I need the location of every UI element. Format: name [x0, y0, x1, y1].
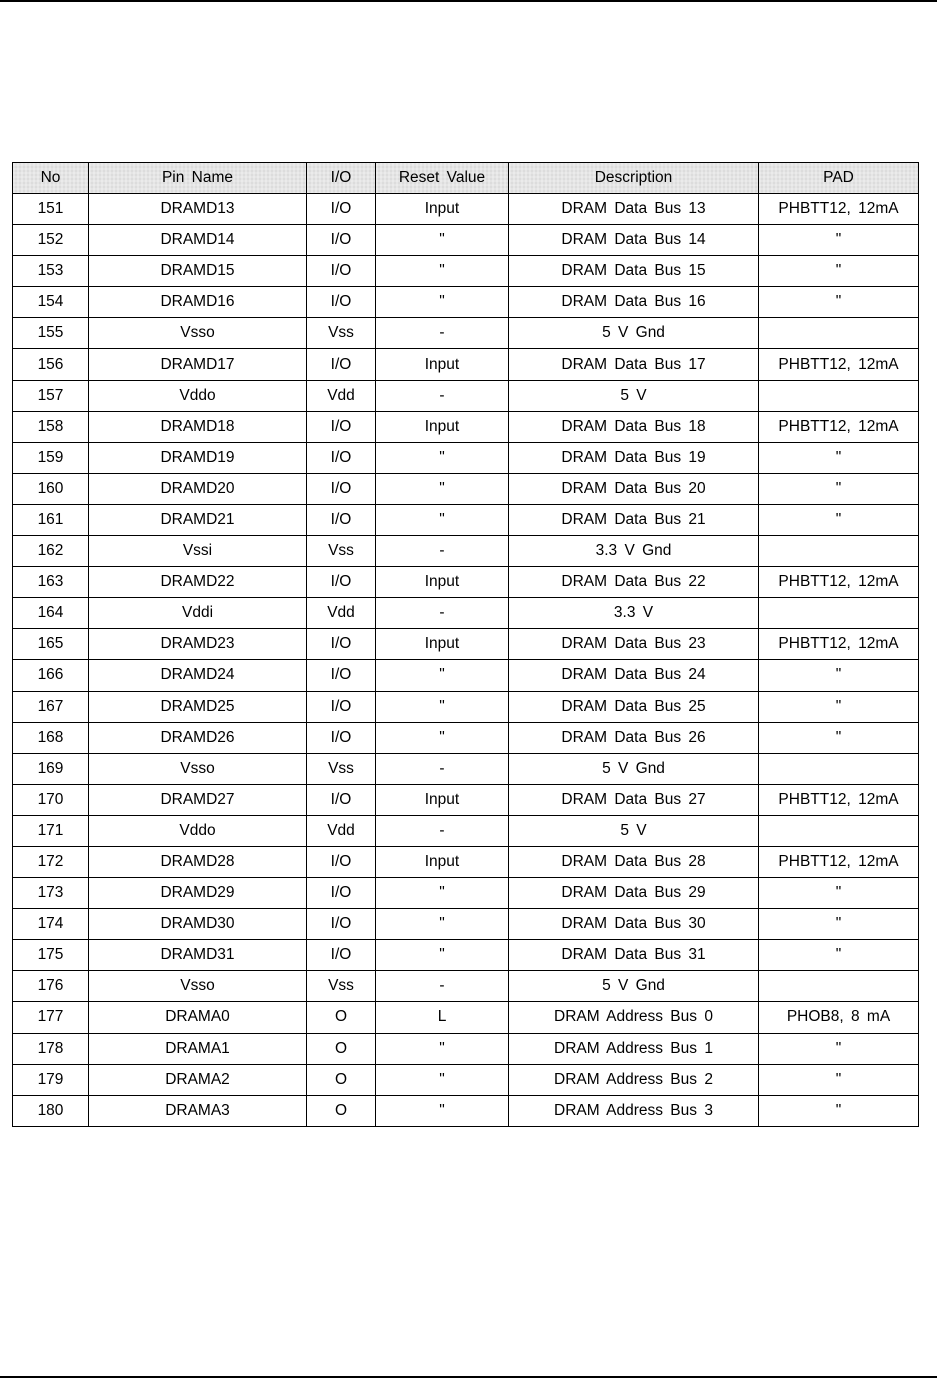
cell-io: I/O	[307, 411, 376, 442]
cell-reset-value: Input	[376, 784, 509, 815]
cell-pin-name: DRAMD31	[89, 940, 307, 971]
cell-io: I/O	[307, 629, 376, 660]
cell-pin-name: DRAMD24	[89, 660, 307, 691]
cell-description: DRAM Data Bus 25	[509, 691, 759, 722]
cell-pin-name: DRAMD21	[89, 504, 307, 535]
cell-pin-name: DRAMD15	[89, 256, 307, 287]
cell-io: I/O	[307, 256, 376, 287]
cell-description: DRAM Data Bus 28	[509, 846, 759, 877]
cell-io: I/O	[307, 784, 376, 815]
table-row	[13, 473, 919, 504]
cell-pad: "	[759, 940, 919, 971]
cell-pin-name: DRAMD27	[89, 784, 307, 815]
table-header-row	[13, 163, 919, 194]
cell-io: I/O	[307, 660, 376, 691]
cell-pad: PHOB8, 8 mA	[759, 1002, 919, 1033]
cell-pad: PHBTT12, 12mA	[759, 629, 919, 660]
cell-description: DRAM Data Bus 21	[509, 504, 759, 535]
cell-description: 5 V	[509, 380, 759, 411]
cell-pad: PHBTT12, 12mA	[759, 349, 919, 380]
cell-reset-value: "	[376, 504, 509, 535]
cell-description: 5 V Gnd	[509, 753, 759, 784]
cell-no: 168	[13, 722, 89, 753]
cell-pin-name: DRAMD19	[89, 442, 307, 473]
cell-pad: "	[759, 1064, 919, 1095]
cell-reset-value: -	[376, 753, 509, 784]
cell-reset-value: Input	[376, 846, 509, 877]
cell-description: DRAM Data Bus 17	[509, 349, 759, 380]
cell-pin-name: DRAMD26	[89, 722, 307, 753]
cell-no: 163	[13, 567, 89, 598]
cell-pad	[759, 380, 919, 411]
cell-reset-value: "	[376, 1095, 509, 1126]
cell-reset-value: "	[376, 442, 509, 473]
cell-reset-value: "	[376, 225, 509, 256]
cell-pad: "	[759, 878, 919, 909]
cell-description: 3.3 V	[509, 598, 759, 629]
cell-pin-name: DRAMA3	[89, 1095, 307, 1126]
cell-no: 173	[13, 878, 89, 909]
table-row	[13, 318, 919, 349]
cell-io: Vdd	[307, 598, 376, 629]
cell-no: 155	[13, 318, 89, 349]
cell-pad: "	[759, 722, 919, 753]
cell-reset-value: "	[376, 287, 509, 318]
cell-no: 160	[13, 473, 89, 504]
cell-pin-name: DRAMD13	[89, 194, 307, 225]
table-row	[13, 722, 919, 753]
cell-pin-name: Vsso	[89, 753, 307, 784]
cell-pin-name: Vsso	[89, 971, 307, 1002]
cell-io: I/O	[307, 909, 376, 940]
cell-pad: "	[759, 909, 919, 940]
cell-no: 167	[13, 691, 89, 722]
header-io: I/O	[307, 163, 376, 194]
table-row	[13, 194, 919, 225]
cell-pad: "	[759, 660, 919, 691]
cell-description: 5 V	[509, 815, 759, 846]
cell-pin-name: DRAMD17	[89, 349, 307, 380]
cell-io: I/O	[307, 225, 376, 256]
cell-reset-value: "	[376, 1033, 509, 1064]
cell-reset-value: Input	[376, 567, 509, 598]
table-row	[13, 598, 919, 629]
cell-pad: "	[759, 473, 919, 504]
cell-io: O	[307, 1002, 376, 1033]
cell-pin-name: DRAMA0	[89, 1002, 307, 1033]
cell-io: I/O	[307, 287, 376, 318]
cell-pad: PHBTT12, 12mA	[759, 567, 919, 598]
cell-io: Vdd	[307, 815, 376, 846]
header-pin-name: Pin Name	[89, 163, 307, 194]
cell-pin-name: DRAMD22	[89, 567, 307, 598]
cell-description: DRAM Data Bus 19	[509, 442, 759, 473]
cell-pad: "	[759, 225, 919, 256]
cell-description: DRAM Address Bus 1	[509, 1033, 759, 1064]
cell-description: DRAM Address Bus 0	[509, 1002, 759, 1033]
cell-io: Vdd	[307, 380, 376, 411]
cell-description: 3.3 V Gnd	[509, 536, 759, 567]
cell-pin-name: DRAMD23	[89, 629, 307, 660]
cell-description: DRAM Data Bus 13	[509, 194, 759, 225]
cell-io: I/O	[307, 504, 376, 535]
cell-io: Vss	[307, 971, 376, 1002]
cell-reset-value: "	[376, 691, 509, 722]
cell-pad: "	[759, 287, 919, 318]
cell-io: I/O	[307, 691, 376, 722]
cell-pin-name: DRAMD30	[89, 909, 307, 940]
cell-pin-name: DRAMD28	[89, 846, 307, 877]
table-row	[13, 411, 919, 442]
cell-io: I/O	[307, 442, 376, 473]
table-row	[13, 536, 919, 567]
cell-reset-value: -	[376, 598, 509, 629]
cell-pad: PHBTT12, 12mA	[759, 784, 919, 815]
cell-reset-value: "	[376, 1064, 509, 1095]
cell-description: DRAM Data Bus 31	[509, 940, 759, 971]
cell-no: 174	[13, 909, 89, 940]
cell-reset-value: Input	[376, 411, 509, 442]
table-row	[13, 1095, 919, 1126]
cell-description: DRAM Data Bus 23	[509, 629, 759, 660]
cell-pad	[759, 318, 919, 349]
table-row	[13, 1033, 919, 1064]
cell-pin-name: Vssi	[89, 536, 307, 567]
table-row	[13, 287, 919, 318]
table-row	[13, 815, 919, 846]
cell-description: DRAM Address Bus 2	[509, 1064, 759, 1095]
cell-pin-name: DRAMA2	[89, 1064, 307, 1095]
cell-no: 179	[13, 1064, 89, 1095]
cell-pin-name: DRAMD20	[89, 473, 307, 504]
cell-io: O	[307, 1033, 376, 1064]
cell-io: I/O	[307, 846, 376, 877]
cell-no: 170	[13, 784, 89, 815]
cell-reset-value: Input	[376, 629, 509, 660]
cell-no: 178	[13, 1033, 89, 1064]
cell-io: O	[307, 1095, 376, 1126]
cell-pad: PHBTT12, 12mA	[759, 194, 919, 225]
cell-pin-name: Vddi	[89, 598, 307, 629]
table-row	[13, 629, 919, 660]
cell-description: DRAM Data Bus 30	[509, 909, 759, 940]
cell-io: Vss	[307, 753, 376, 784]
cell-pin-name: DRAMD16	[89, 287, 307, 318]
cell-no: 156	[13, 349, 89, 380]
cell-io: I/O	[307, 722, 376, 753]
cell-no: 161	[13, 504, 89, 535]
cell-reset-value: "	[376, 878, 509, 909]
cell-io: I/O	[307, 878, 376, 909]
cell-pad	[759, 815, 919, 846]
cell-no: 164	[13, 598, 89, 629]
cell-no: 176	[13, 971, 89, 1002]
cell-pin-name: Vddo	[89, 380, 307, 411]
cell-description: DRAM Data Bus 26	[509, 722, 759, 753]
table-body	[13, 194, 919, 1127]
cell-no: 180	[13, 1095, 89, 1126]
cell-reset-value: -	[376, 971, 509, 1002]
cell-pin-name: DRAMD29	[89, 878, 307, 909]
cell-description: DRAM Address Bus 3	[509, 1095, 759, 1126]
cell-description: DRAM Data Bus 16	[509, 287, 759, 318]
cell-pin-name: DRAMA1	[89, 1033, 307, 1064]
cell-description: DRAM Data Bus 27	[509, 784, 759, 815]
cell-description: DRAM Data Bus 24	[509, 660, 759, 691]
cell-pin-name: Vddo	[89, 815, 307, 846]
cell-pin-name: Vsso	[89, 318, 307, 349]
cell-pin-name: DRAMD25	[89, 691, 307, 722]
header-reset-value: Reset Value	[376, 163, 509, 194]
cell-description: DRAM Data Bus 22	[509, 567, 759, 598]
cell-reset-value: "	[376, 660, 509, 691]
table-row	[13, 971, 919, 1002]
cell-pad: "	[759, 1095, 919, 1126]
cell-description: DRAM Data Bus 20	[509, 473, 759, 504]
cell-pad: PHBTT12, 12mA	[759, 846, 919, 877]
cell-io: Vss	[307, 318, 376, 349]
cell-pad: "	[759, 256, 919, 287]
table-row	[13, 940, 919, 971]
table-row	[13, 846, 919, 877]
cell-io: I/O	[307, 349, 376, 380]
cell-io: Vss	[307, 536, 376, 567]
cell-pin-name: DRAMD18	[89, 411, 307, 442]
table-row	[13, 442, 919, 473]
table-row	[13, 567, 919, 598]
cell-no: 177	[13, 1002, 89, 1033]
cell-no: 151	[13, 194, 89, 225]
cell-io: I/O	[307, 940, 376, 971]
cell-no: 171	[13, 815, 89, 846]
cell-description: DRAM Data Bus 14	[509, 225, 759, 256]
table-row	[13, 504, 919, 535]
cell-reset-value: -	[376, 318, 509, 349]
page-bottom-rule	[0, 1376, 937, 1378]
cell-io: I/O	[307, 194, 376, 225]
cell-description: 5 V Gnd	[509, 318, 759, 349]
table-row	[13, 256, 919, 287]
table-row	[13, 349, 919, 380]
cell-no: 152	[13, 225, 89, 256]
cell-pad	[759, 598, 919, 629]
cell-io: I/O	[307, 473, 376, 504]
page-top-rule	[0, 0, 937, 2]
cell-reset-value: -	[376, 536, 509, 567]
cell-pad	[759, 536, 919, 567]
cell-reset-value: Input	[376, 349, 509, 380]
cell-description: 5 V Gnd	[509, 971, 759, 1002]
cell-description: DRAM Data Bus 15	[509, 256, 759, 287]
cell-reset-value: "	[376, 256, 509, 287]
header-no: No	[13, 163, 89, 194]
cell-io: O	[307, 1064, 376, 1095]
cell-no: 166	[13, 660, 89, 691]
table-row	[13, 1002, 919, 1033]
table-row	[13, 660, 919, 691]
cell-pad: "	[759, 691, 919, 722]
header-description: Description	[509, 163, 759, 194]
cell-reset-value: Input	[376, 194, 509, 225]
cell-pin-name: DRAMD14	[89, 225, 307, 256]
table-row	[13, 691, 919, 722]
cell-reset-value: -	[376, 815, 509, 846]
cell-reset-value: L	[376, 1002, 509, 1033]
table-row	[13, 878, 919, 909]
cell-reset-value: "	[376, 722, 509, 753]
table-row	[13, 784, 919, 815]
cell-no: 157	[13, 380, 89, 411]
cell-no: 153	[13, 256, 89, 287]
cell-no: 175	[13, 940, 89, 971]
cell-no: 158	[13, 411, 89, 442]
cell-pad	[759, 971, 919, 1002]
table-row	[13, 909, 919, 940]
cell-description: DRAM Data Bus 29	[509, 878, 759, 909]
cell-no: 154	[13, 287, 89, 318]
cell-pad	[759, 753, 919, 784]
table-row	[13, 380, 919, 411]
cell-no: 169	[13, 753, 89, 784]
cell-pad: "	[759, 504, 919, 535]
cell-reset-value: "	[376, 909, 509, 940]
table-row	[13, 1064, 919, 1095]
cell-io: I/O	[307, 567, 376, 598]
cell-description: DRAM Data Bus 18	[509, 411, 759, 442]
cell-pad: "	[759, 1033, 919, 1064]
pin-description-table	[12, 162, 919, 1127]
cell-no: 162	[13, 536, 89, 567]
cell-reset-value: "	[376, 473, 509, 504]
cell-no: 159	[13, 442, 89, 473]
table-row	[13, 225, 919, 256]
cell-pad: PHBTT12, 12mA	[759, 411, 919, 442]
table-row	[13, 753, 919, 784]
cell-no: 165	[13, 629, 89, 660]
cell-no: 172	[13, 846, 89, 877]
cell-reset-value: "	[376, 940, 509, 971]
cell-reset-value: -	[376, 380, 509, 411]
cell-pad: "	[759, 442, 919, 473]
header-pad: PAD	[759, 163, 919, 194]
